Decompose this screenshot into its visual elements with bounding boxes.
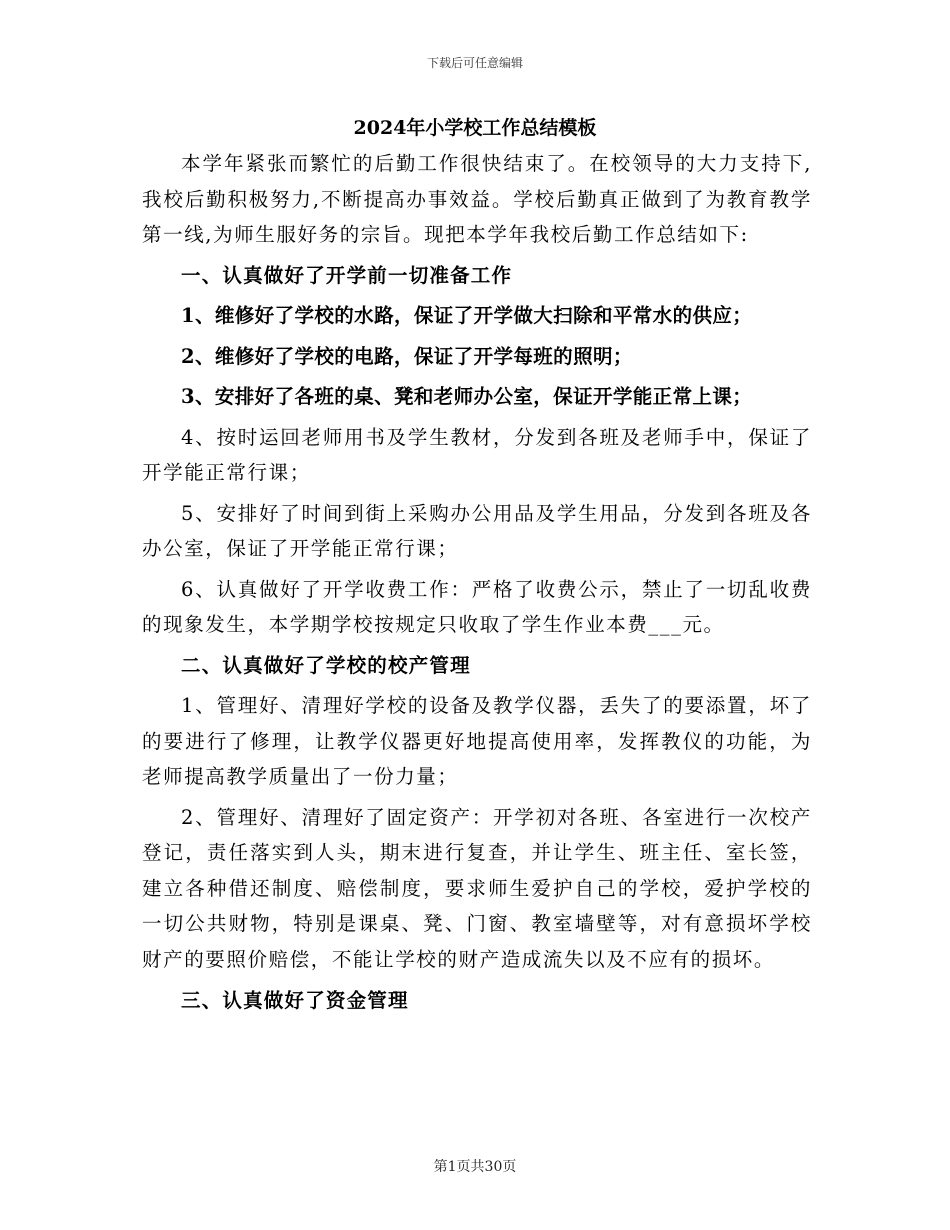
intro-paragraph: 本学年紧张而繁忙的后勤工作很快结束了。在校领导的大力支持下,我校后勤积极努力,不断提高办事效益。学校后勤真正做到了为教育教学第一线,为师生服好务的宗旨。现把本学年我校后勤工作总结如下: bbox=[142, 152, 812, 246]
section1-item-5: 5、安排好了时间到街上采购办公用品及学生用品，分发到各班及各办公室，保证了开学能正常行课； bbox=[142, 501, 812, 560]
section2-item-2: 2、管理好、清理好了固定资产：开学初对各班、各室进行一次校产登记，责任落实到人头，期末进行复查，并让学生、班主任、室长签，建立各种借还制度、赔偿制度，要求师生爱护自己的学校，爱护学校的一切公共财物，特别是课桌、凳、门窗、教室墙壁等，对有意损坏学校财产的要照价赔偿，不能让学校的财产造成流失以及不应有的损坏。 bbox=[142, 805, 812, 971]
document-title: 2024年小学校工作总结模板 bbox=[353, 117, 597, 139]
document-body bbox=[142, 146, 812, 1019]
section-heading-3: 三、认真做好了资金管理 bbox=[181, 989, 409, 1012]
section1-item-1: 1、维修好了学校的水路，保证了开学做大扫除和平常水的供应； bbox=[181, 304, 753, 327]
page-footer: 第1页共30页 bbox=[433, 1159, 517, 1175]
section1-item-3: 3、安排好了各班的桌、凳和老师办公室，保证开学能正常上课； bbox=[181, 385, 753, 408]
section1-item-6: 6、认真做好了开学收费工作：严格了收费公示，禁止了一切乱收费的现象发生，本学期学校按规定只收取了学生作业本费___元。 bbox=[142, 577, 812, 636]
section2-item-1: 1、管理好、清理好学校的设备及教学仪器，丢失了的要添置，坏了的要进行了修理，让教学仪器更好地提高使用率，发挥教仪的功能，为老师提高教学质量出了一份力量； bbox=[142, 694, 812, 788]
page-header: 下载后可任意编辑 bbox=[426, 56, 523, 70]
section1-item-4: 4、按时运回老师用书及学生教材，分发到各班及老师手中，保证了开学能正常行课； bbox=[142, 425, 812, 484]
section-heading-2: 二、认真做好了学校的校产管理 bbox=[181, 653, 471, 677]
section1-item-2: 2、维修好了学校的电路，保证了开学每班的照明； bbox=[181, 344, 633, 368]
section-heading-1: 一、认真做好了开学前一切准备工作 bbox=[181, 263, 513, 287]
